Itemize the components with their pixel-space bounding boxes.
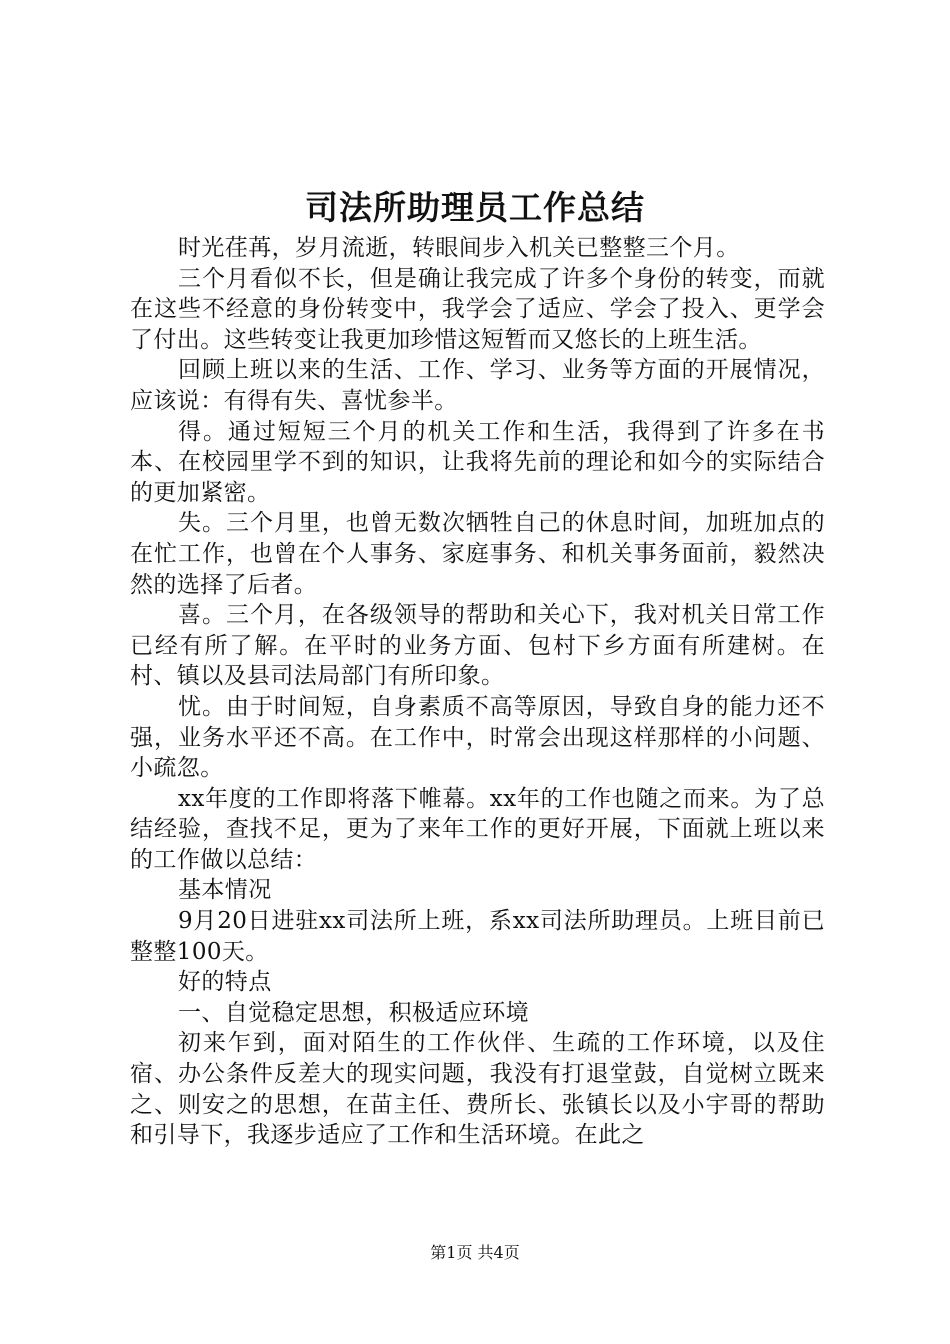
paragraph: 忧。由于时间短，自身素质不高等原因，导致自身的能力还不强，业务水平还不高。在工作中，时常会出现这样那样的小问题、小疏忽。 [130,693,825,782]
paragraph: 喜。三个月，在各级领导的帮助和关心下，我对机关日常工作已经有所了解。在平时的业务方面、包村下乡方面有所建树。在村、镇以及县司法局部门有所印象。 [130,602,825,690]
section-heading: 基本情况 [178,877,272,904]
paragraph: 失。三个月里，也曾无数次牺牲自己的休息时间，加班加点的在忙工作，也曾在个人事务、家庭事务、和机关事务面前，毅然决然的选择了后者。 [130,510,825,598]
section-heading: 好的特点 [178,969,272,996]
paragraph: 9月20日进驻xx司法所上班，系xx司法所助理员。上班目前已整整100天。 [130,908,825,965]
document-title: 司法所助理员工作总结 [305,188,645,227]
paragraph: 初来乍到，面对陌生的工作伙伴、生疏的工作环境，以及住宿、办公条件反差大的现实问题，我没有打退堂鼓，自觉树立既来之、则安之的思想，在苗主任、费所长、张镇长以及小宇哥的帮助和引导下，我逐步适应了工作和生活环境。在此之 [130,1030,825,1149]
paragraph: 三个月看似不长，但是确让我完成了许多个身份的转变，而就在这些不经意的身份转变中，我学会了适应、学会了投入、更学会了付出。这些转变让我更加珍惜这短暂而又悠长的上班生活。 [130,265,825,353]
section-heading: 一、自觉稳定思想，积极适应环境 [178,999,529,1026]
paragraph: 时光荏苒，岁月流逝，转眼间步入机关已整整三个月。 [178,235,740,261]
paragraph: 得。通过短短三个月的机关工作和生活，我得到了许多在书本、在校园里学不到的知识，让我将先前的理论和如今的实际结合的更加紧密。 [130,418,825,506]
paragraph: xx年度的工作即将落下帷幕。xx年的工作也随之而来。为了总结经验，查找不足，更为了来年工作的更好开展，下面就上班以来的工作做以总结： [130,785,825,873]
document-body [130,233,825,1151]
paragraph: 回顾上班以来的生活、工作、学习、业务等方面的开展情况，应该说：有得有失、喜忧参半。 [130,357,825,414]
page-footer: 第1页 共4页 [430,1243,520,1262]
